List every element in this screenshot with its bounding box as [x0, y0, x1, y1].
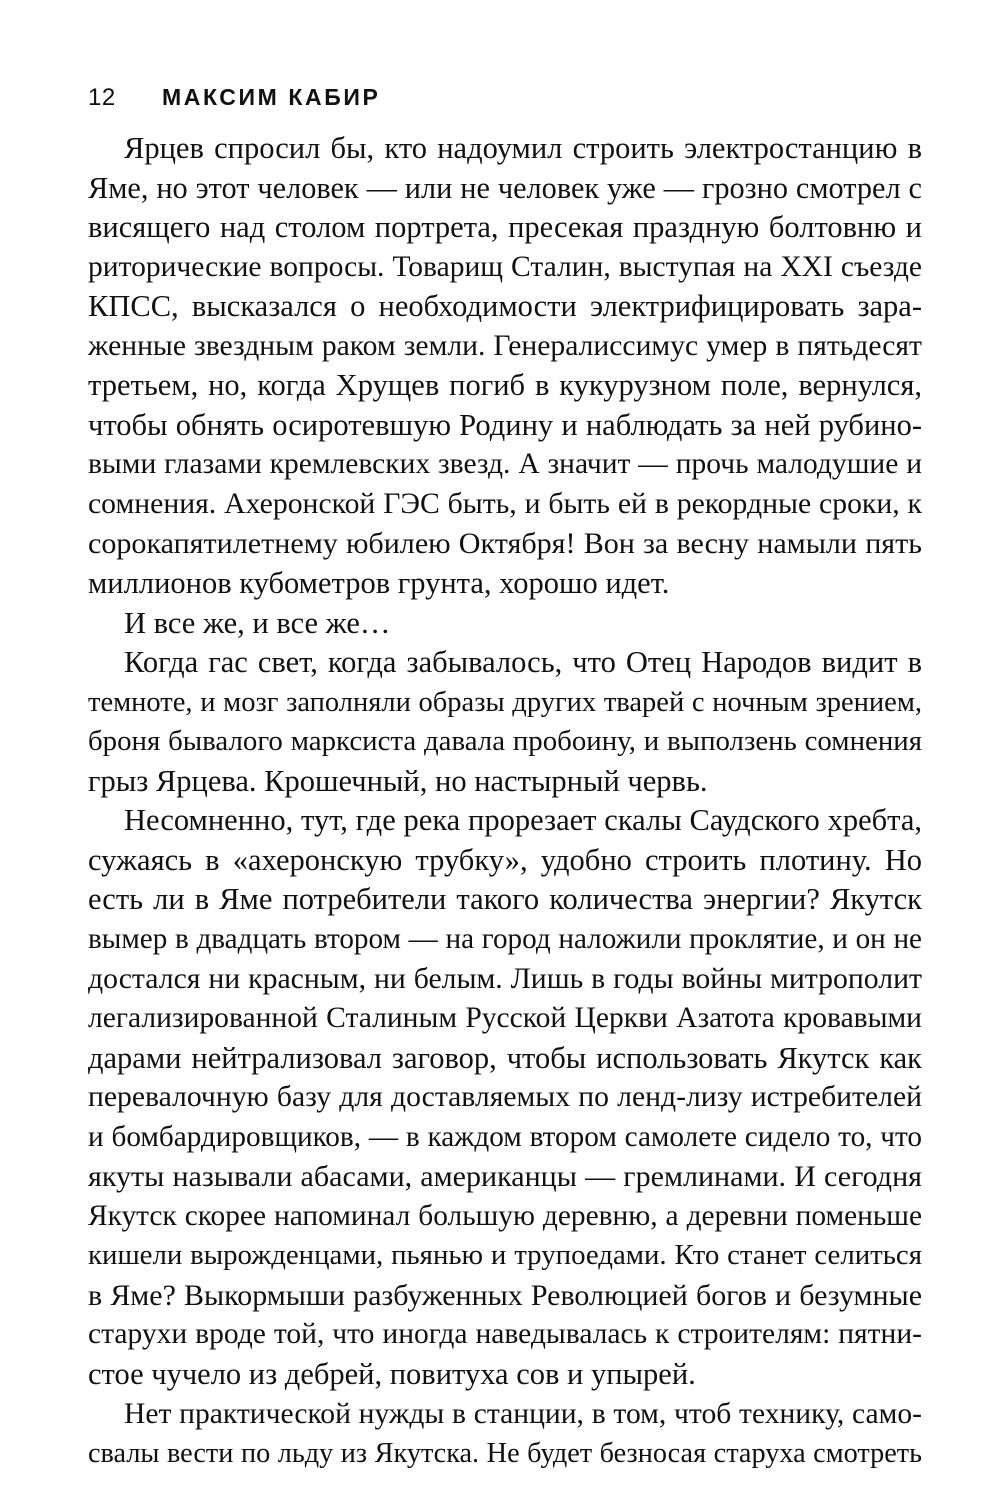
paragraph-line: миллионов кубометров грунта, хорошо идет.	[88, 566, 670, 601]
paragraph-line: есть ли в Яме потребители такого количества энергии? Якутск	[88, 882, 922, 917]
paragraph-line: темноте, и мозг заполняли образы других тварей с ночным зрением,	[88, 686, 922, 718]
paragraph-line: в Яме? Выкормыши разбуженных Революцией богов и безумные	[88, 1278, 922, 1312]
paragraph-line: якуты называли абасами, американцы — гремлинами. И сегодня	[88, 1159, 922, 1194]
paragraph-line: Нет практической нужды в станции, в том, чтоб технику, само-	[124, 1397, 922, 1430]
paragraph-line: и бомбардировщиков, — в каждом втором самолете сидело то, что	[88, 1120, 922, 1153]
paragraph-line: Яме, но этот человек — или не человек уже — грозно смотрел с	[88, 170, 922, 205]
paragraph-line: Якутск скорее напоминал большую деревню, а деревни поменьше	[88, 1199, 922, 1232]
paragraph-line: женные звездным раком земли. Генералиссимус умер в пятьдесят	[88, 329, 922, 362]
paragraph-line: перевалочную базу для доставляемых по ленд-лизу истребителей	[88, 1081, 922, 1114]
paragraph-line: старухи вроде той, что иногда наведывалась к строителям: пятни-	[88, 1318, 922, 1351]
paragraph-line: КПСС, высказался о необходимости электрифицировать зара-	[88, 289, 922, 324]
page-number: 12	[88, 84, 116, 111]
paragraph-line: броня бывалого марксиста давала пробоину, и выползень сомнения	[88, 725, 922, 758]
paragraph-line: сомнения. Ахеронской ГЭС быть, и быть ей в рекордные сроки, к	[88, 487, 922, 520]
paragraph-line: Несомненно, тут, где река прорезает скалы Саудского хребта,	[124, 803, 922, 838]
author-name: МАКСИМ КАБИР	[162, 84, 381, 110]
paragraph-line: достался ни красным, ни белым. Лишь в годы войны митрополит	[88, 962, 922, 996]
paragraph-line: стое чучело из дебрей, повитуха сов и упырей.	[88, 1356, 696, 1391]
paragraph-line: третьем, но, когда Хрущев погиб в кукурузном поле, вернулся,	[88, 368, 922, 403]
paragraph-line: Когда гас свет, когда забывалось, что Отец Народов видит в	[124, 645, 922, 680]
paragraph-line: Ярцев спросил бы, кто надоумил строить электростанцию в	[124, 131, 922, 165]
paragraph-line: И все же, и все же…	[124, 605, 391, 640]
paragraph-line: чтобы обнять осиротевшую Родину и наблюдать за ней рубино-	[88, 407, 922, 442]
paragraph-line: легализированной Сталиным Русской Церкви Азатота кровавыми	[88, 1002, 922, 1035]
paragraph-line: выми глазами кремлевских звезд. А значит — прочь малодушие и	[88, 448, 922, 481]
paragraph-line: сорокапятилетнему юбилею Октября! Вон за весну намыли пять	[88, 526, 922, 561]
paragraph-line: висящего над столом портрета, пресекая праздную болтовню и	[88, 210, 922, 245]
paragraph-line: вымер в двадцать втором — на город наложили проклятие, и он не	[88, 922, 922, 955]
running-head	[88, 84, 922, 120]
body-text	[88, 129, 922, 1474]
paragraph-line: дарами нейтрализовал заговор, чтобы использовать Якутск как	[88, 1040, 922, 1075]
paragraph-line: сужаясь в «ахеронскую трубку», удобно строить плотину. Но	[88, 842, 922, 877]
paragraph-line: свалы вести по льду из Якутска. Не будет безносая старуха смотреть	[88, 1438, 922, 1470]
paragraph-line: грыз Ярцева. Крошечный, но настырный червь.	[88, 763, 708, 798]
paragraph-line: кишели вырожденцами, пьянью и трупоедами. Кто станет селиться	[88, 1239, 922, 1272]
paragraph-line: риторические вопросы. Товарищ Сталин, выступая на XXI съезде	[88, 250, 922, 283]
